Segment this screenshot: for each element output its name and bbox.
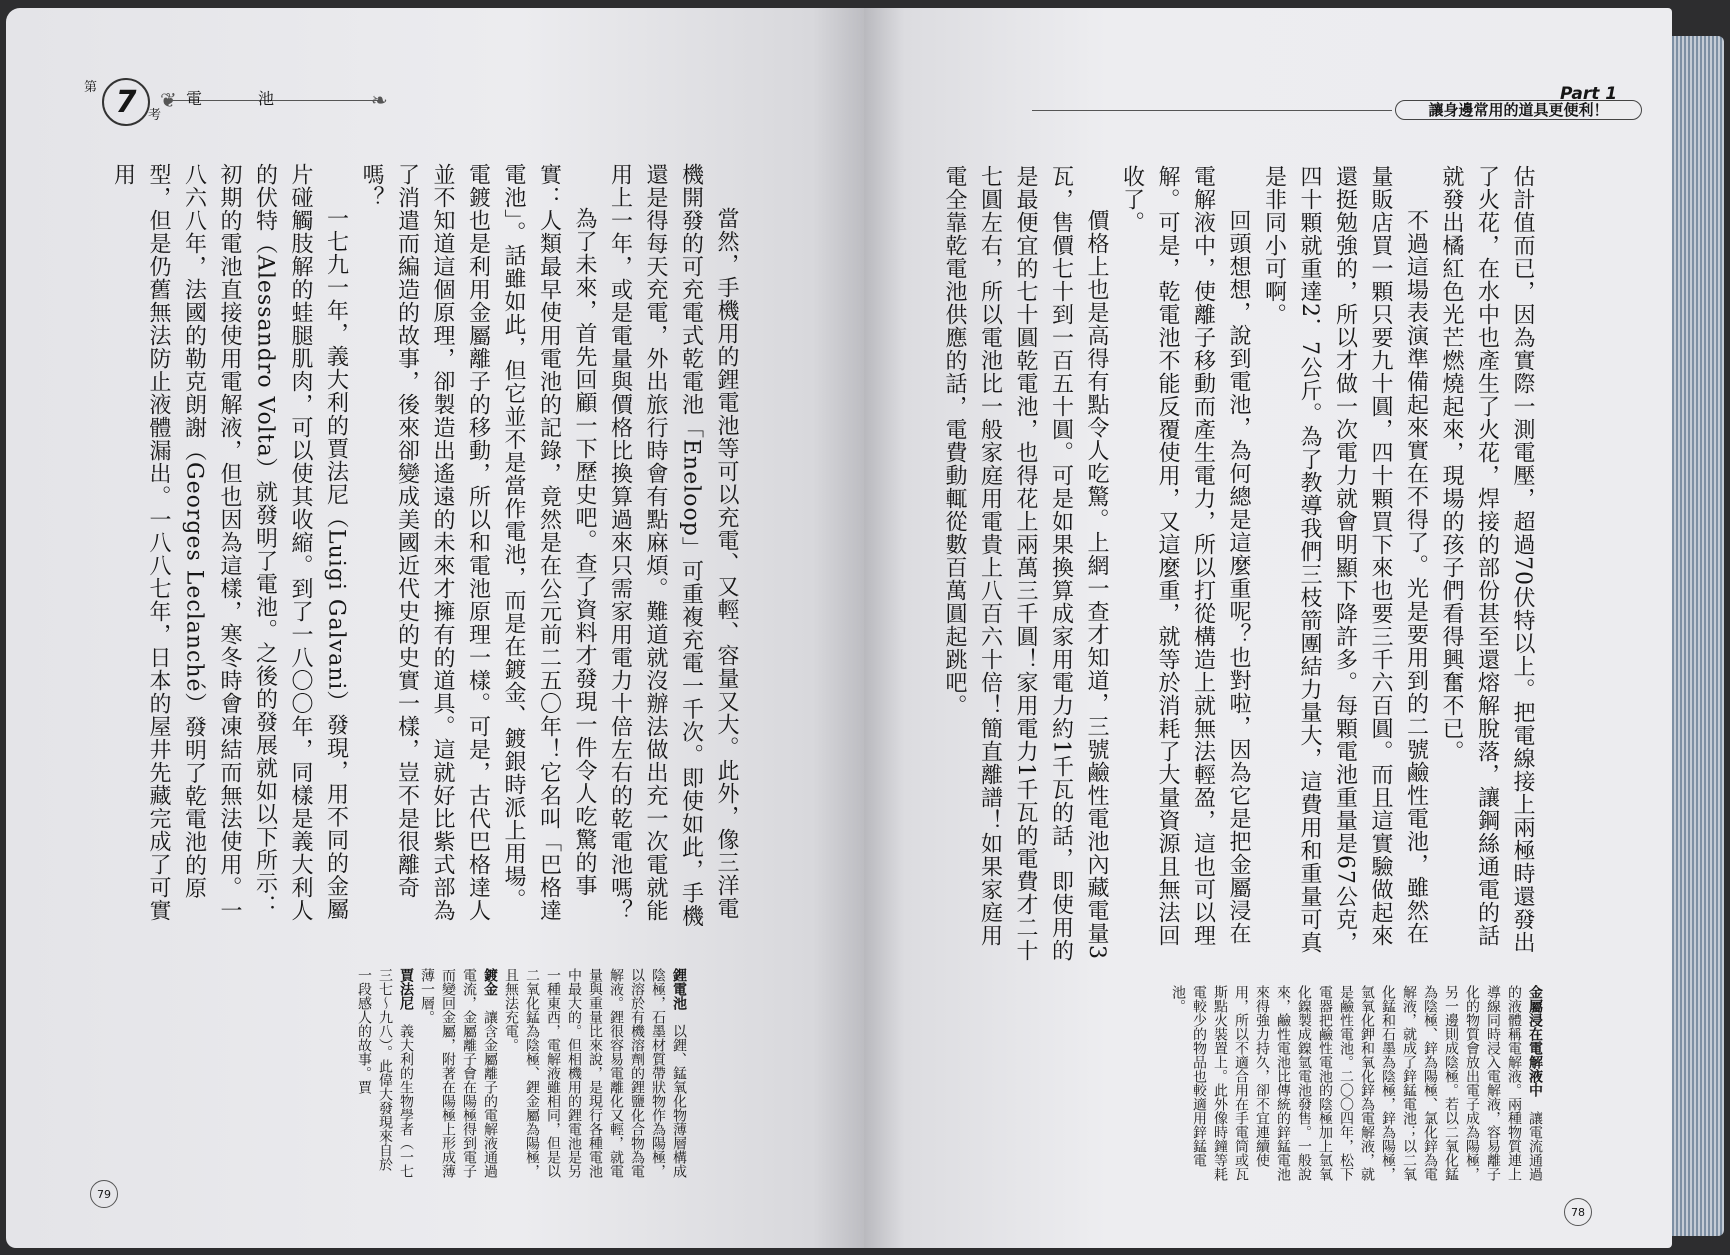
left-margin-notes <box>353 968 689 1188</box>
left-page <box>6 8 864 1248</box>
swirl-ornament-icon: ❧ <box>371 88 388 112</box>
note-term: 鍍金 <box>482 968 498 996</box>
note-text: 義大利的生物學者（一七三七～九八）。此偉大發現來自於一段感人的故事。賈 <box>356 968 414 1178</box>
paragraph: 一七九一年，義大利的賈法尼（Luigi Galvani）發現，用不同的金屬片碰觸肢解的蛙腿肌肉，可以使其收縮。到了一八〇〇年，同樣是義大利人的伏特（Alessandro Volta）就發明了電池。之後的發展就如以下所示：初期的電池直接使用電解液，但也因為這樣，寒冬時會凍結而無法使用。一八六八年，法國的勒克朗謝（Georges Leclanché）發明了乾電池的原型，但是仍舊無法防止液體漏出。一八八七年，日本的屋井先藏完成了可實用 <box>110 163 349 922</box>
paragraph: 估計值而已，因為實際一測電壓，超過70伏特以上。把電線接上兩極時還發出了火花，在水中也產生了火花，焊接的部份甚至還熔解脫落，讓鋼絲通電的話就發出橘紅色光芒燃燒起來，現場的孩子們看得興奮不已。 <box>1439 165 1535 954</box>
note-term: 金屬浸在電解液中 <box>1527 985 1543 1097</box>
right-margin-notes <box>985 985 1545 1195</box>
running-title: 電池 <box>186 89 331 108</box>
note <box>416 968 500 1178</box>
chapter-number-badge <box>102 78 150 126</box>
note-term: 鋰電池 <box>671 968 687 1010</box>
paragraph: 為了未來，首先回顧一下歷史吧。查了資料才發現一件令人吃驚的事實：人類最早使用電池的記錄，竟然是在公元前二五〇年！它名叫「巴格達電池」。話雖如此，但它並不是當作電池，而是在鍍金、鍍銀時派上用場。電鍍也是利用金屬離子的移動，所以和電池原理一樣。可是，古代巴格達人並不知道這個原理，卻製造出遙遠的未來才擁有的道具。這就好比紫式部為了消遣而編造的故事，後來卻變成美國近代史的史實一樣，豈不是很離奇嗎？ <box>359 163 597 922</box>
page-number: 79 <box>90 1180 118 1208</box>
paragraph: 回頭想想，說到電池，為何總是這麼重呢？也對啦，因為它是把金屬浸在電解液中，使離子移動而產生電力，所以打從構造上就無法輕盈，這也可以理解。可是，乾電池不能反覆使用，又這麼重，就等於消耗了大量資源且無法回收了。 <box>1119 165 1251 947</box>
paragraph: 不過這場表演準備起來實在不得了。光是要用到的二號鹼性電池，雖然在量販店買一顆只要九十圓，四十顆買下來也要三千六百圓。而且這實驗做起來還挺勉強的，所以才做一次電力就會明顯下降許多。每顆電池重量是67公克，四十顆就重達2．7公斤。為了教導我們三枝箭團結力量大，這費用和重量可真是非同小可啊。 <box>1261 165 1429 954</box>
paragraph: 當然，手機用的鋰電池等可以充電、又輕、容量又大。此外，像三洋電機開發的可充電式乾電池「Eneloop」可重複充電一千次。即使如此，手機還是得每天充電，外出旅行時會有點麻煩。難道就沒辦法做出充一次電就能用上一年，或是電量與價格比換算過來只需家用電力十倍左右的乾電池嗎？ <box>607 163 739 928</box>
chapter-number: 7 <box>115 84 137 120</box>
page-edges <box>1672 36 1724 1236</box>
chapter-suffix: 考 <box>148 108 162 123</box>
right-body-text <box>942 165 1540 965</box>
paragraph: 價格上也是高得有點令人吃驚。上網一查才知道，三號鹼性電池內藏電量3瓦，售價七十到一百五十圓。可是如果換算成家用電力約1千瓦的話，即使用的是最便宜的七十圓乾電池，也得花上兩萬三千圓！家用電力1千瓦的電費才二十七圓左右，所以電池比一般家庭用電貴上八百六十倍！簡直離譜！如果家庭用電全靠乾電池供應的話，電費動輒從數百萬圓起跳吧。 <box>942 165 1109 962</box>
left-body-text <box>105 163 744 933</box>
note <box>1167 985 1545 1185</box>
note <box>353 968 416 1178</box>
note-text: 讓含金屬離子的電解液通過電流，金屬離子會在陽極得到電子而變回金屬，附著在陽極上形成薄薄一層。 <box>419 968 498 1178</box>
note-text: 讓電流通過的液體稱電解液。兩種物質連上導線同時浸入電解液，容易離子化的物質會放出電子成為陽極，另一邊則成陰極。若以二氧化錳為陰極、鋅為陽極、氯化鋅為電解液，就成了鋅錳電池；以二氧化錳和石墨為陰極，鋅為陽極，氫氧化鉀和氧化鋅為電解液，就是鹼性電池。二〇〇四年，松下電器把鹼性電池的陰極加上氫氧化鎳製成鎳氫電池發售。一般說來，鹼性電池比傳統的鋅錳電池來得強力持久，卻不宜連續使用，所以不適合用在手電筒或瓦斯點火裝置上。此外像時鐘等耗電較少的物品也較適用鋅錳電池。 <box>1170 985 1543 1181</box>
note <box>500 968 689 1178</box>
swirl-ornament-icon: ❦ <box>160 88 177 112</box>
part-label: Part 1 <box>1560 84 1618 104</box>
header-rule <box>1032 110 1392 111</box>
section-tagline: 讓身邊常用的道具更便利！ <box>1395 100 1642 120</box>
page-number: 78 <box>1564 1198 1592 1226</box>
note-term: 賈法尼 <box>398 968 414 1010</box>
note-text: 以鋰、錳氧化物薄層構成陰極，石墨材質帶狀物作為陽極，以溶於有機溶劑的鋰鹽化合物為電解液。鋰很容易電離化又輕，就電量與重量比來說，是現行各種電池中最大的。但相機用的鋰電池是另一種東西，電解液雖相同，但是以二氧化錳為陰極、鋰金屬為陽極，且無法充電。 <box>503 968 687 1178</box>
chapter-prefix: 第 <box>84 80 98 95</box>
